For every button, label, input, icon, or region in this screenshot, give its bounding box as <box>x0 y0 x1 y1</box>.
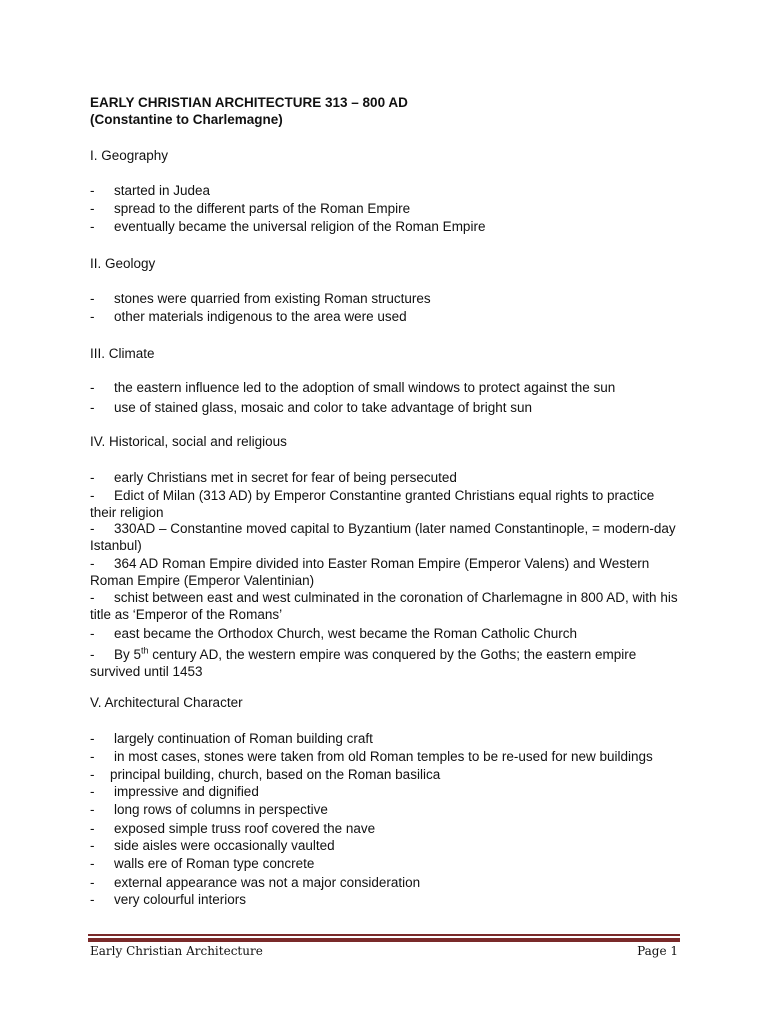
list-item: - 330AD – Constantine moved capital to Byzantium (later named Constantinople, = modern-day Istanbul) <box>90 521 676 553</box>
list-item: - Edict of Milan (313 AD) by Emperor Constantine granted Christians equal rights to practice their religion <box>90 488 655 520</box>
document-title: EARLY CHRISTIAN ARCHITECTURE 313 – 800 AD <box>90 95 408 110</box>
list-item: - By 5th century AD, the western empire was conquered by the Goths; the eastern empire survived until 1453 <box>90 645 637 679</box>
section-heading-climate: III. Climate <box>90 346 155 361</box>
section-heading-geology: II. Geology <box>90 256 156 271</box>
document-subtitle: (Constantine to Charlemagne) <box>90 112 283 127</box>
footer-divider <box>88 934 680 936</box>
footer-divider-thick <box>88 938 680 942</box>
list-item: - 364 AD Roman Empire divided into Easter Roman Empire (Emperor Valens) and Western Roman Empire (Emperor Valentinian) <box>90 556 650 588</box>
section-heading-geography: I. Geography <box>90 148 169 163</box>
list-item: - schist between east and west culminated in the coronation of Charlemagne in 800 AD, with his title as ‘Emperor of the Romans’ <box>90 590 678 622</box>
page-number: Page 1 <box>637 944 678 958</box>
section-heading-historical: IV. Historical, social and religious <box>90 434 287 449</box>
section-heading-architectural-character: V. Architectural Character <box>90 695 243 710</box>
footer-title: Early Christian Architecture <box>90 944 263 958</box>
